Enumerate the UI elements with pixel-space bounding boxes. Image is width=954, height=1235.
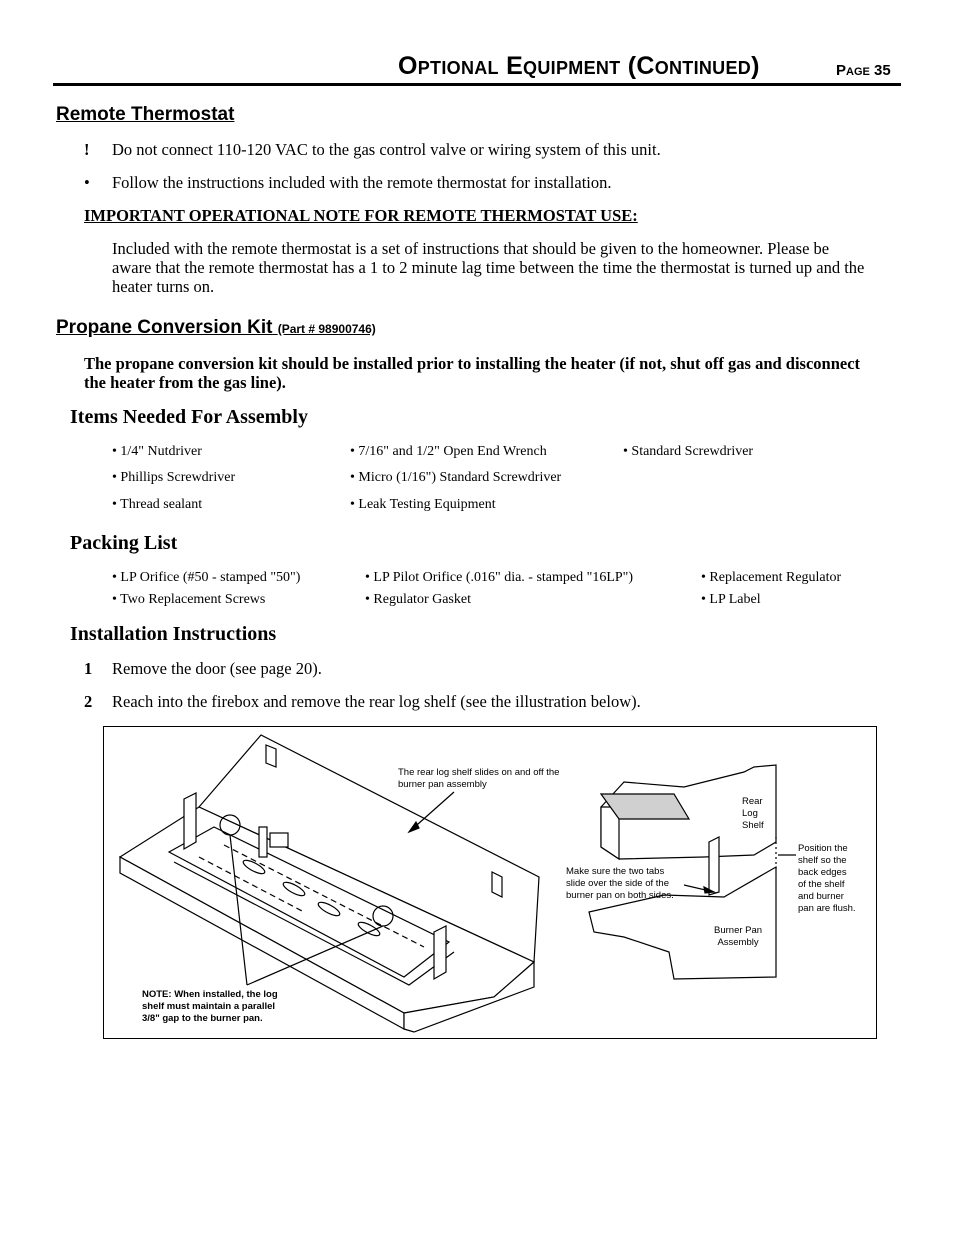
illustration-frame (103, 726, 877, 1039)
note-heading: IMPORTANT OPERATIONAL NOTE FOR REMOTE THERMOSTAT USE: (84, 206, 638, 225)
figure-label-burner-pan: Burner Pan Assembly (714, 925, 763, 948)
list-item: • Micro (1/16") Standard Screwdriver (350, 470, 562, 485)
page-number: Page 35 (836, 62, 891, 79)
header-rule (53, 83, 901, 86)
propane-kit-title: Propane Conversion Kit (56, 317, 273, 338)
figure-note-flush: Position the shelf so the back edges of the shelf and burner pan are flush. (798, 843, 856, 914)
warning-text: Do not connect 110-120 VAC to the gas control valve or wiring system of this unit. (112, 140, 661, 159)
note-text: Included with the remote thermostat is a set of instructions that should be given to the homeowner. Please be aware that the remote thermostat has a 1 to 2 minute lag time between the time the thermostat is turned up and the heater turns on. (112, 239, 865, 296)
installation-heading: Installation Instructions (70, 623, 277, 645)
list-item: • LP Pilot Orifice (.016" dia. - stamped "16LP") (365, 570, 634, 585)
list-item: • Two Replacement Screws (112, 592, 266, 607)
propane-kit-heading (56, 317, 376, 339)
remote-thermostat-heading: Remote Thermostat (56, 104, 235, 125)
propane-kit-part: (Part # 98900746) (277, 322, 376, 336)
step-text: Remove the door (see page 20). (112, 659, 322, 678)
figure-note-tabs: Make sure the two tabs slide over the side of the burner pan on both sides. (566, 866, 674, 901)
list-item: • LP Orifice (#50 - stamped "50") (112, 570, 301, 585)
page-title: Optional Equipment (Continued) (398, 52, 760, 80)
bullet-marker: • (84, 173, 90, 192)
list-item: • LP Label (701, 592, 761, 607)
list-item: • 7/16" and 1/2" Open End Wrench (350, 444, 547, 459)
figure-label-rear-log-shelf: Rear Log Shelf (742, 796, 764, 831)
list-item: • 1/4" Nutdriver (112, 444, 202, 459)
propane-kit-intro: The propane conversion kit should be installed prior to installing the heater (if not, shut off gas and disconnect the heater from the gas line). (84, 354, 861, 392)
list-item: • Replacement Regulator (701, 570, 842, 585)
step-text: Reach into the firebox and remove the rear log shelf (see the illustration below). (112, 692, 641, 711)
warning-marker: ! (84, 140, 90, 159)
items-needed-heading: Items Needed For Assembly (70, 406, 308, 428)
list-item: • Leak Testing Equipment (350, 497, 496, 512)
list-item: • Regulator Gasket (365, 592, 471, 607)
step-number: 2 (84, 692, 93, 711)
figure-note-gap: NOTE: When installed, the log shelf must maintain a parallel 3/8" gap to the burner pan. (142, 989, 278, 1024)
packing-list-heading: Packing List (70, 532, 178, 554)
bullet-text: Follow the instructions included with the remote thermostat for installation. (112, 173, 612, 192)
figure-note-slides: The rear log shelf slides on and off the burner pan assembly (398, 767, 560, 790)
list-item: • Phillips Screwdriver (112, 470, 236, 485)
list-item: • Thread sealant (112, 497, 203, 512)
list-item: • Standard Screwdriver (623, 444, 754, 459)
step-number: 1 (84, 659, 93, 678)
